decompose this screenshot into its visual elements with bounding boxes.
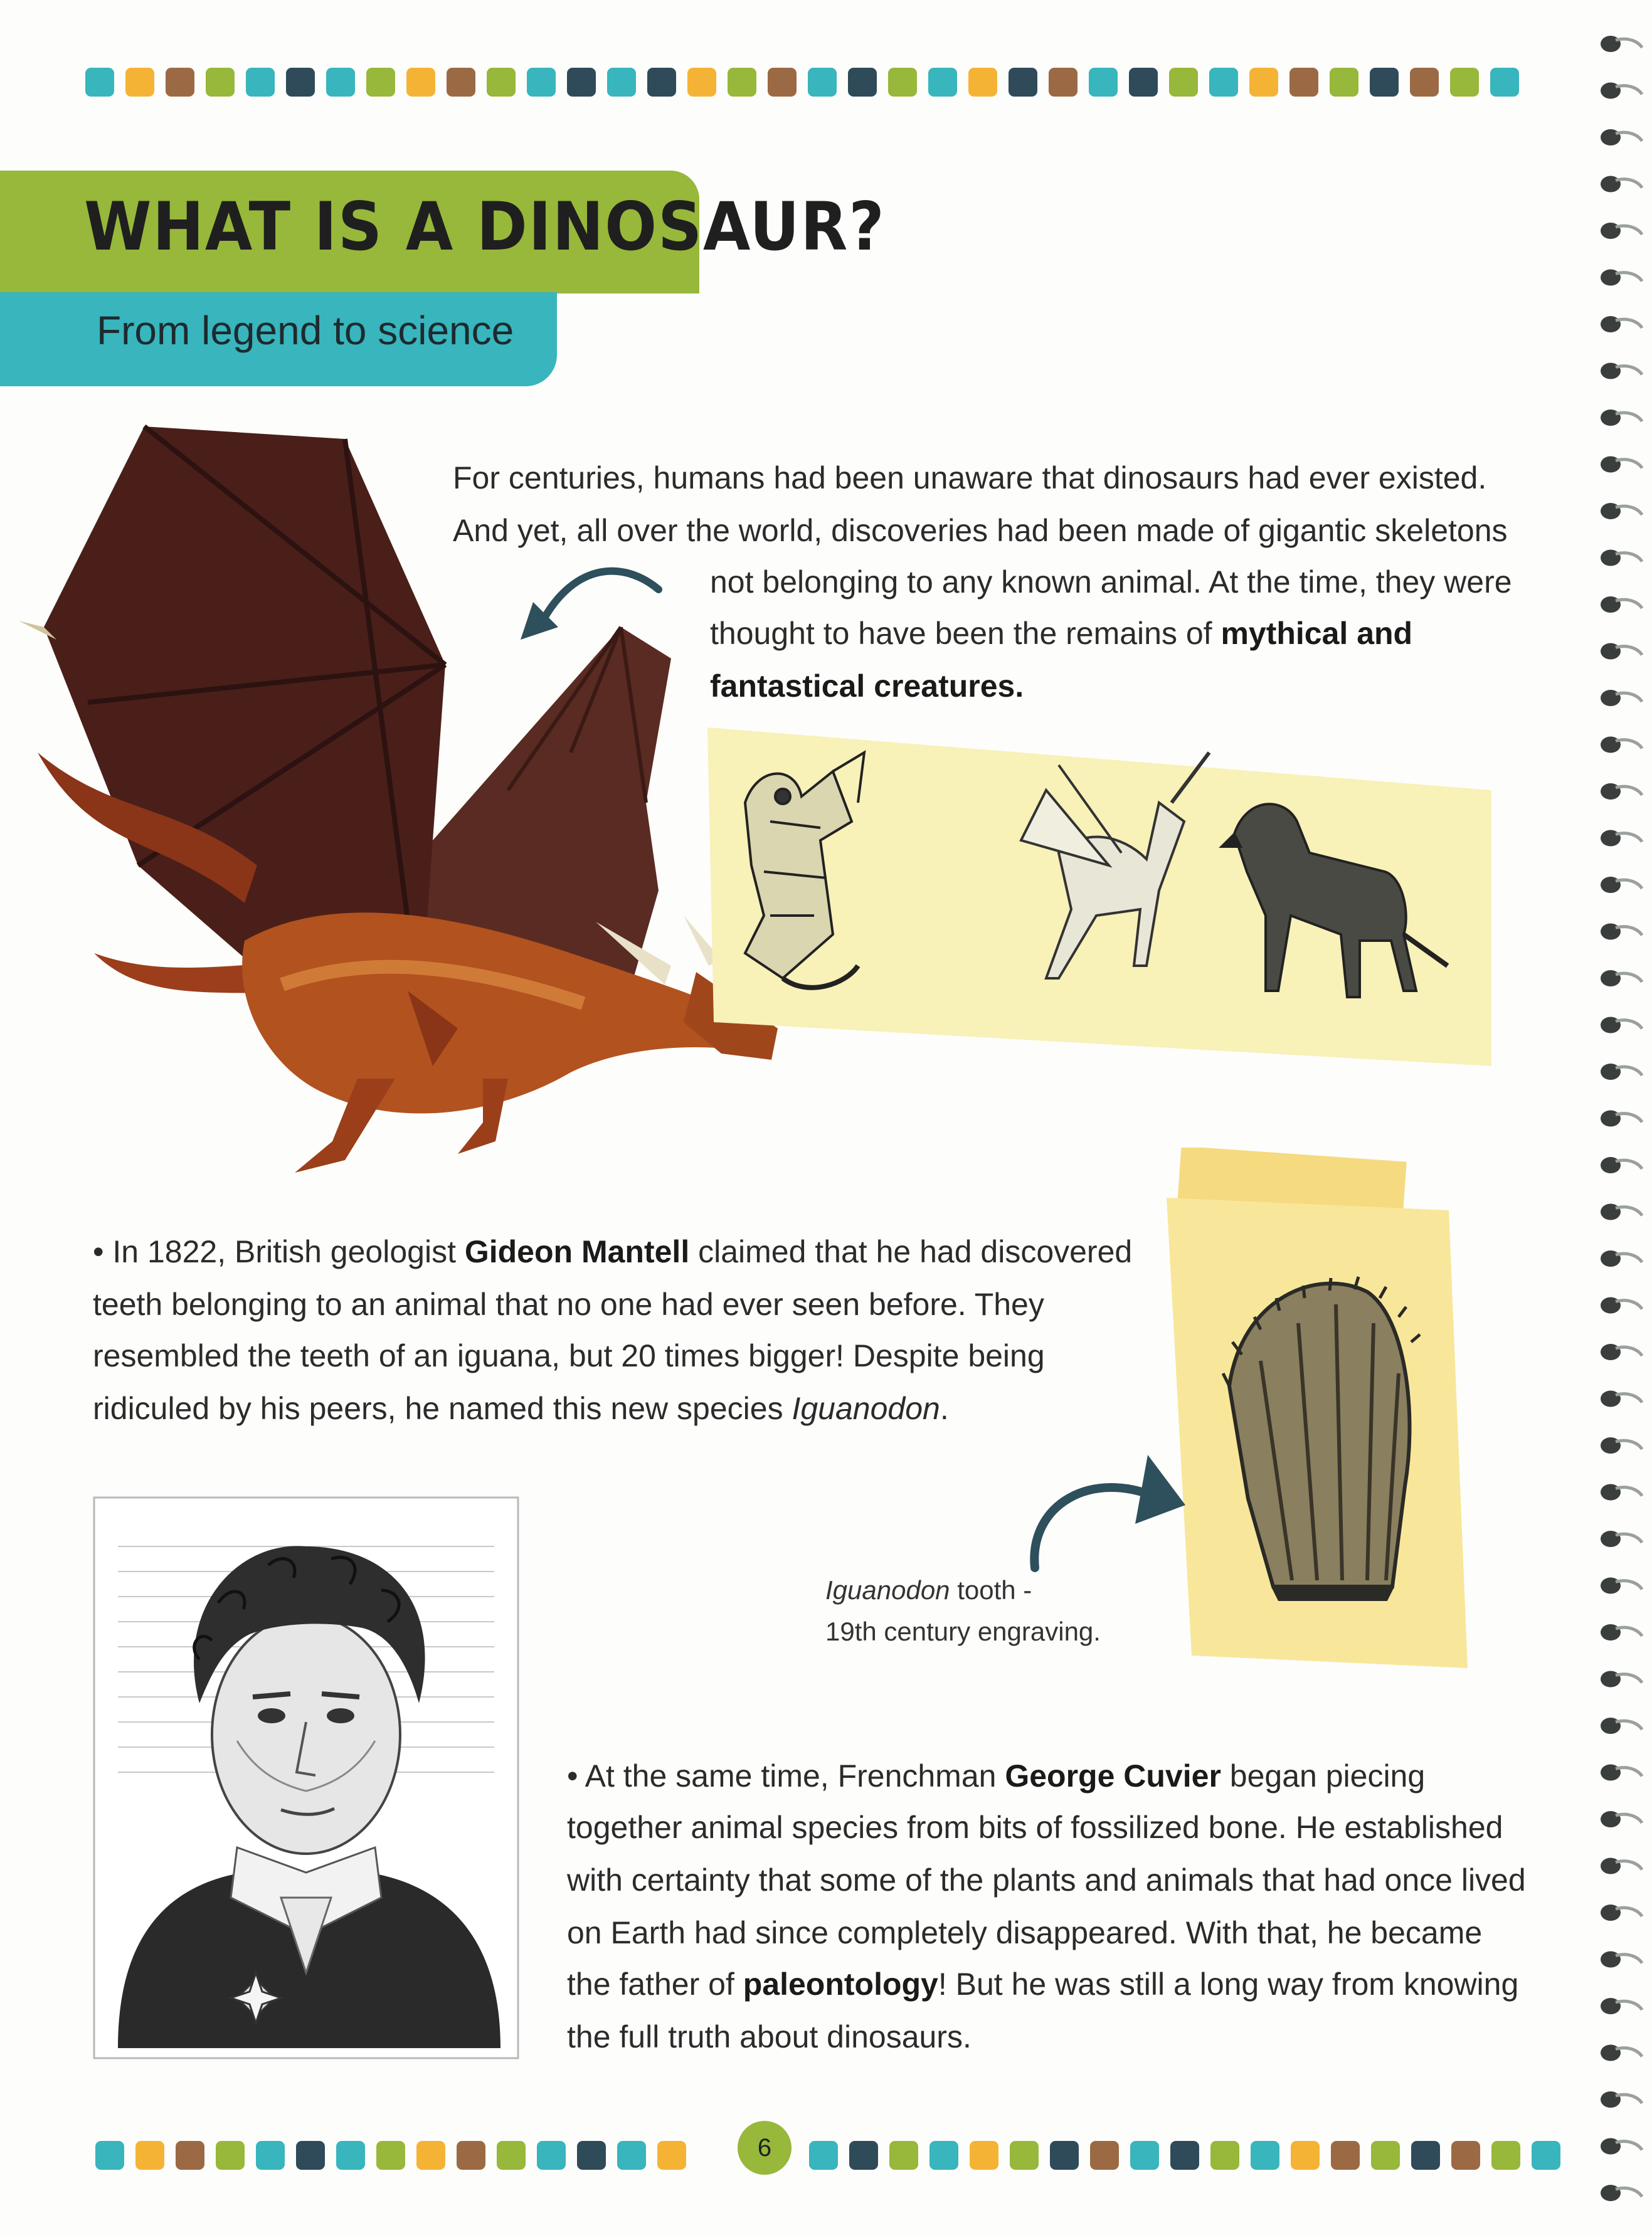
spiral-ring [1601,1858,1642,1874]
decor-square [296,2141,325,2170]
decor-square [497,2141,526,2170]
page-number: 6 [738,2121,792,2175]
cuvier-line-2: together animal species from bits of fossilized bone. He established [567,1810,1503,1845]
spiral-ring [1601,1064,1642,1080]
cuvier-line-5: the father of paleontology! But he was still a long way from knowing [567,1967,1519,2002]
spiral-ring [1601,2091,1642,2108]
mythical-creatures-engraving [707,727,1491,1066]
decor-square [929,2141,958,2170]
spiral-ring [1601,409,1642,426]
decor-square [1090,2141,1119,2170]
decor-square [416,2141,445,2170]
decor-square [1371,2141,1400,2170]
spiral-ring [1601,1671,1642,1688]
top-decor-squares [85,68,1519,97]
decor-square [1049,68,1078,97]
decor-square [1129,68,1158,97]
decor-square [1491,2141,1520,2170]
mantell-line-2: teeth belonging to an animal that no one had ever seen before. They [93,1287,1044,1322]
decor-square [848,68,877,97]
spiral-ring [1601,1204,1642,1220]
decor-square [1249,68,1278,97]
intro-bold-term: mythical and [1220,616,1413,651]
decor-square [567,68,596,97]
cuvier-line-6: the full truth about dinosaurs. [567,2019,972,2054]
decor-square [970,2141,998,2170]
decor-square [808,68,837,97]
decor-square [1169,68,1198,97]
decor-square [1010,2141,1039,2170]
gideon-mantell-name: Gideon Mantell [464,1234,690,1269]
iguanodon-species-name: Iguanodon [792,1391,940,1426]
spiral-ring [1601,503,1642,519]
decor-square [1532,2141,1560,2170]
spiral-ring [1601,316,1642,332]
decor-square [889,2141,918,2170]
spiral-ring [1601,36,1642,52]
spiral-ring [1601,1437,1642,1454]
decor-square [1450,68,1479,97]
spiral-ring [1601,643,1642,660]
decor-square [888,68,917,97]
decor-square [447,68,475,97]
decor-square [647,68,676,97]
dragon-arrow [514,552,677,652]
decor-square [85,68,114,97]
spiral-ring [1601,596,1642,613]
spiral-ring [1601,970,1642,986]
iguanodon-tooth-engraving [1154,1148,1505,1687]
decor-square [1330,68,1358,97]
spiral-ring [1601,176,1642,193]
decor-square [809,2141,838,2170]
spiral-ring [1601,1578,1642,1594]
spiral-ring [1601,1111,1642,1127]
decor-square [1210,2141,1239,2170]
spiral-ring [1601,2185,1642,2201]
decor-square [768,68,797,97]
intro-line-2: And yet, all over the world, discoveries had been made of gigantic skeletons [453,513,1508,548]
decor-square [135,2141,164,2170]
decor-square [1410,68,1439,97]
spiral-ring [1601,1391,1642,1407]
spiral-ring [1601,550,1642,566]
intro-line-5: fantastical creatures. [710,668,1024,704]
page-subtitle: From legend to science [97,308,514,353]
spiral-ring [1601,1531,1642,1547]
decor-square [1291,2141,1320,2170]
decor-square [457,2141,485,2170]
cuvier-portrait [93,1496,519,2059]
spiral-ring [1601,83,1642,99]
decor-square [1411,2141,1440,2170]
spiral-ring [1601,1157,1642,1173]
decor-square [657,2141,686,2170]
bottom-right-decor-squares [809,2141,1560,2170]
spiral-ring [1601,1250,1642,1267]
spiral-ring [1601,2045,1642,2061]
spiral-ring [1601,1484,1642,1501]
mantell-line-1: • In 1822, British geologist Gideon Mantell claimed that he had discovered [93,1234,1133,1269]
intro-line-1: For centuries, humans had been unaware that dinosaurs had ever existed. [453,460,1487,495]
decor-square [286,68,315,97]
decor-square [326,68,355,97]
decor-square [216,2141,245,2170]
decor-square [687,68,716,97]
decor-square [176,2141,204,2170]
decor-square [1170,2141,1199,2170]
decor-square [527,68,556,97]
spiral-ring [1601,877,1642,893]
decor-square [1331,2141,1360,2170]
spiral-ring [1601,1998,1642,2014]
tooth-arrow [1016,1430,1198,1580]
spiral-ring [1601,1905,1642,1921]
cuvier-line-4: on Earth had since completely disappeared. With that, he became [567,1915,1483,1950]
mantell-line-4: ridiculed by his peers, he named this new species Iguanodon. [93,1391,949,1426]
cuvier-line-3: with certainty that some of the plants and animals that had once lived [567,1862,1526,1898]
decor-square [1209,68,1238,97]
spiral-ring [1601,1811,1642,1827]
spiral-ring [1601,783,1642,800]
decor-square [1490,68,1519,97]
spiral-ring [1601,223,1642,239]
decor-square [206,68,235,97]
decor-square [1370,68,1399,97]
decor-square [95,2141,124,2170]
decor-square [246,68,275,97]
tooth-caption [825,1570,1101,1652]
decor-square [617,2141,646,2170]
spiral-ring [1601,1624,1642,1641]
decor-square [577,2141,606,2170]
spiral-ring [1601,270,1642,286]
paleontology-term: paleontology [743,1967,938,2002]
decor-square [366,68,395,97]
page-title: WHAT IS A DINOSAUR? [84,188,886,265]
decor-square [166,68,194,97]
decor-square [537,2141,566,2170]
decor-square [256,2141,285,2170]
decor-square [607,68,636,97]
cuvier-line-1: • At the same time, Frenchman George Cuvier began piecing [567,1758,1426,1794]
decor-square [487,68,516,97]
spiral-binding [1598,25,1652,2220]
spiral-ring [1601,1017,1642,1033]
spiral-ring [1601,924,1642,940]
spiral-ring [1601,457,1642,473]
decor-square [1451,2141,1480,2170]
spiral-ring [1601,737,1642,753]
decor-square [928,68,957,97]
intro-line-3: not belonging to any known animal. At the time, they were [710,564,1512,600]
spiral-ring [1601,129,1642,145]
decor-square [336,2141,365,2170]
spiral-ring [1601,1344,1642,1360]
spiral-ring [1601,690,1642,706]
intro-line-4: thought to have been the remains of mythical and [710,616,1413,651]
spiral-ring [1601,1297,1642,1314]
decor-square [406,68,435,97]
decor-square [849,2141,878,2170]
decor-square [728,68,756,97]
decor-square [1009,68,1037,97]
spiral-ring [1601,1765,1642,1781]
spiral-ring [1601,2138,1642,2155]
decor-square [1251,2141,1279,2170]
spiral-ring [1601,830,1642,847]
decor-square [1089,68,1118,97]
mantell-line-3: resembled the teeth of an iguana, but 20 times bigger! Despite being [93,1338,1045,1373]
decor-square [376,2141,405,2170]
bottom-left-decor-squares [95,2141,686,2170]
decor-square [1289,68,1318,97]
spiral-ring [1601,363,1642,379]
spiral-ring [1601,1952,1642,1968]
decor-square [125,68,154,97]
decor-square [1130,2141,1159,2170]
caption-line-1: Iguanodon tooth - [825,1575,1032,1605]
george-cuvier-name: George Cuvier [1005,1758,1221,1794]
caption-line-2: 19th century engraving. [825,1617,1101,1646]
spiral-ring [1601,1718,1642,1734]
decor-square [968,68,997,97]
decor-square [1050,2141,1079,2170]
